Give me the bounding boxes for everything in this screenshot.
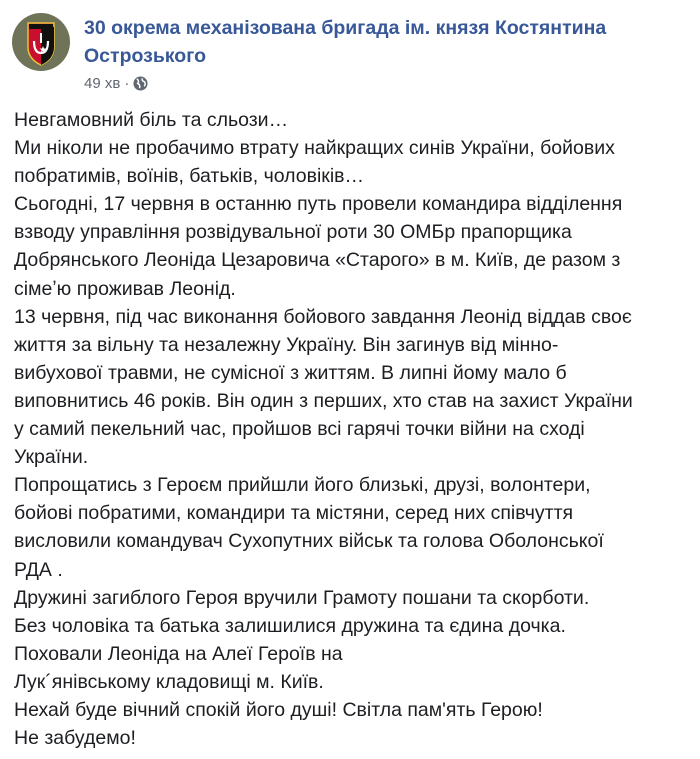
- post-text-line: Сьогодні, 17 червня в останню путь провели командира відділення: [14, 193, 623, 216]
- post-text: [14, 106, 633, 752]
- post-text-line: Попрощатись з Героєм прийшли його близькі, друзі, волонтери,: [14, 474, 591, 497]
- globe-icon[interactable]: [133, 76, 148, 91]
- post-text-line: Невгамовний біль та сльози…: [14, 109, 289, 131]
- post-timestamp[interactable]: 49 хв: [84, 75, 121, 92]
- post-text-line: висловили командувач Сухопутних військ та голова Оболонської: [14, 530, 604, 553]
- post-text-line: Нехай буде вічний спокій його душі! Світла пам'ять Герою!: [14, 698, 543, 721]
- post-text-line: Не забудемо!: [14, 727, 136, 750]
- post-text-line: Дружині загиблого Героя вручили Грамоту пошани та скорботи.: [14, 586, 590, 609]
- post-text-line: України.: [14, 446, 89, 469]
- post-text-line: Поховали Леоніда на Алеї Героїв на: [14, 642, 343, 665]
- post-text-line: бойові побратими, командири та містяни, серед них співчуття: [14, 502, 574, 525]
- post-text-line: вибухової травми, не сумісної з життям. В липні йому мало б: [14, 361, 567, 384]
- post-text-line: Добрянського Леоніда Цезаровича «Старого» в м. Київ, де разом з: [14, 249, 621, 272]
- brigade-logo-icon: [12, 13, 70, 71]
- post-text-line: 13 червня, під час виконання бойового завдання Леонід віддав своє: [14, 305, 632, 328]
- page-name-link[interactable]: 30 окрема механізована бригада ім. князя Костянтина Острозького: [84, 17, 607, 67]
- post-text-line: Лук´янівському кладовищі м. Київ.: [14, 670, 324, 693]
- post-text-line: у самий пекельний час, пройшов всі гарячі точки війни на сході: [14, 418, 585, 441]
- post-text-line: Без чоловіка та батька залишилися дружина та єдина дочка.: [14, 614, 566, 637]
- post-text-line: взводу управління розвідувальної роти 30 ОМБр прапорщика: [14, 221, 572, 244]
- post-text-line: життя за вільну та незалежну Україну. Він загинув від мінно-: [14, 333, 559, 356]
- post-text-line: виповнитись 46 років. Він один з перших, хто став на захист України: [14, 389, 633, 412]
- post-text-line: РДА .: [14, 558, 63, 581]
- post-text-line: Ми ніколи не пробачимо втрату найкращих синів України, бойових: [14, 137, 615, 160]
- post-text-line: сімеʼю проживав Леонід.: [14, 277, 236, 300]
- post-meta: [84, 75, 148, 92]
- meta-separator: ·: [124, 75, 130, 92]
- post-text-line: побратимів, воїнів, батьків, чоловіків…: [14, 165, 365, 188]
- page-avatar[interactable]: [12, 13, 70, 71]
